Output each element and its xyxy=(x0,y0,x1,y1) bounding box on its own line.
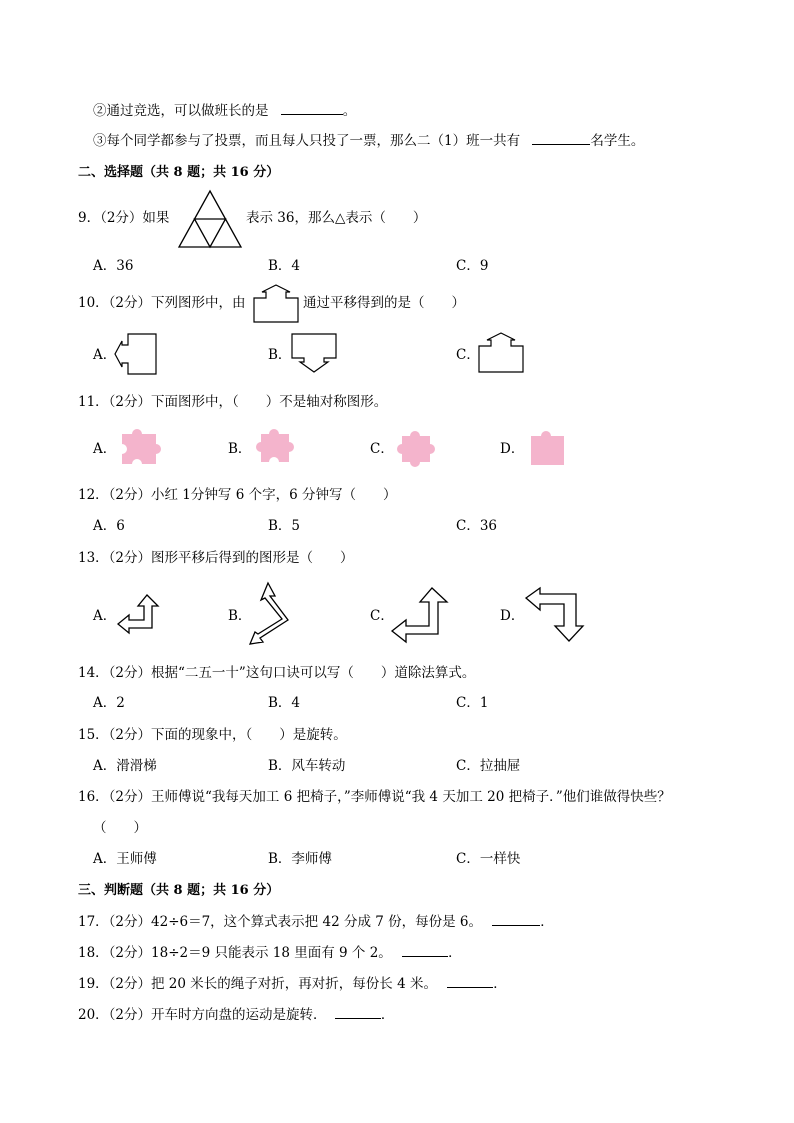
option-c[interactable]: C．拉抽屉 xyxy=(456,758,521,774)
question-18: 18．（2分）18÷2＝9 只能表示 18 里面有 9 个 2。 ． xyxy=(78,945,462,961)
question-9-stem-b: 表示 36，那么△表示（ ） xyxy=(246,210,427,226)
section-heading: 三、判断题（共 8 题；共 16 分） xyxy=(78,883,280,898)
question-10-stem-a: 10．（2分）下列图形中，由 xyxy=(78,295,246,311)
option-c[interactable]: C．一样快 xyxy=(456,851,521,867)
question-10-stem-b: 通过平移得到的是（ ） xyxy=(303,295,465,311)
bent-arrow-figure[interactable] xyxy=(524,586,586,644)
option-a[interactable]: A．滑滑梯 xyxy=(93,758,157,774)
q8-line2: ②通过竞选，可以做班长的是 。 xyxy=(93,103,357,119)
question-13-stem: 13．（2分）图形平移后得到的图形是（ ） xyxy=(78,550,354,566)
option-a[interactable]: A． xyxy=(93,347,117,363)
answer-blank[interactable] xyxy=(281,102,343,115)
bent-arrow-figure[interactable] xyxy=(390,586,450,644)
option-a[interactable]: A．36 xyxy=(93,258,134,274)
option-b[interactable]: B．李师傅 xyxy=(268,851,332,867)
section-heading: 二、选择题（共 8 题；共 16 分） xyxy=(78,165,280,180)
puzzle-piece-icon[interactable] xyxy=(253,428,299,468)
option-b[interactable]: B．4 xyxy=(268,258,301,274)
option-b[interactable]: B． xyxy=(228,441,252,457)
option-a[interactable]: A．王师傅 xyxy=(93,851,157,867)
option-c[interactable]: C．9 xyxy=(456,258,489,274)
option-a[interactable]: A．2 xyxy=(93,695,125,711)
puzzle-piece-icon[interactable] xyxy=(394,428,440,470)
triangle-figure xyxy=(178,190,242,248)
question-19: 19．（2分）把 20 米长的绳子对折，再对折，每份长 4 米。 ． xyxy=(78,976,507,992)
question-20: 20．（2分）开车时方向盘的运动是旋转． ． xyxy=(78,1007,395,1023)
option-b[interactable]: B．5 xyxy=(268,518,301,534)
option-a[interactable]: A． xyxy=(93,441,117,457)
question-12-stem: 12．（2分）小红 1分钟写 6 个字，6 分钟写（ ） xyxy=(78,487,397,503)
answer-blank[interactable] xyxy=(492,913,540,926)
option-c[interactable]: C．36 xyxy=(456,518,498,534)
answer-blank[interactable] xyxy=(447,975,493,988)
bent-arrow-figure[interactable] xyxy=(248,580,300,646)
q8-line3: ③每个同学都参与了投票，而且每人只投了一票，那么二（1）班一共有 名学生。 xyxy=(93,133,645,149)
answer-blank[interactable] xyxy=(532,132,590,145)
arrow-left-box-figure[interactable] xyxy=(114,332,160,376)
option-b[interactable]: B．风车转动 xyxy=(268,758,346,774)
option-d[interactable]: D． xyxy=(500,608,525,624)
option-c[interactable]: C．1 xyxy=(456,695,489,711)
option-c[interactable]: C． xyxy=(456,347,480,363)
answer-blank[interactable] xyxy=(402,944,448,957)
question-15-stem: 15．（2分）下面的现象中，（ ）是旋转。 xyxy=(78,727,347,743)
option-b[interactable]: B．4 xyxy=(268,695,301,711)
arrow-up-box-figure[interactable] xyxy=(477,332,527,374)
question-11-stem: 11．（2分）下面图形中，（ ）不是轴对称图形。 xyxy=(78,394,388,410)
option-c[interactable]: C． xyxy=(370,441,394,457)
puzzle-piece-icon[interactable] xyxy=(118,428,162,468)
answer-parentheses[interactable]: （ ） xyxy=(93,820,147,836)
option-a[interactable]: A． xyxy=(93,608,117,624)
option-a[interactable]: A．6 xyxy=(93,518,125,534)
bent-arrow-figure[interactable] xyxy=(116,592,162,634)
question-9-stem-a: 9．（2分）如果 xyxy=(78,210,170,226)
arrow-up-box-figure xyxy=(252,284,302,324)
answer-blank[interactable] xyxy=(335,1006,381,1019)
puzzle-piece-icon[interactable] xyxy=(528,426,568,468)
option-d[interactable]: D． xyxy=(500,441,525,457)
option-c[interactable]: C． xyxy=(370,608,394,624)
option-b[interactable]: B． xyxy=(268,347,292,363)
question-17: 17．（2分）42÷6＝7，这个算式表示把 42 分成 7 份，每份是 6。 ． xyxy=(78,914,554,930)
question-14-stem: 14．（2分）根据“二五一十”这句口诀可以写（ ）道除法算式。 xyxy=(78,665,476,681)
option-b[interactable]: B． xyxy=(228,608,252,624)
arrow-down-box-figure[interactable] xyxy=(290,332,338,374)
question-16-stem: 16．（2分）王师傅说“我每天加工 6 把椅子，”李师傅说“我 4 天加工 20 把椅子．”他们谁做得快些？ xyxy=(78,789,671,805)
